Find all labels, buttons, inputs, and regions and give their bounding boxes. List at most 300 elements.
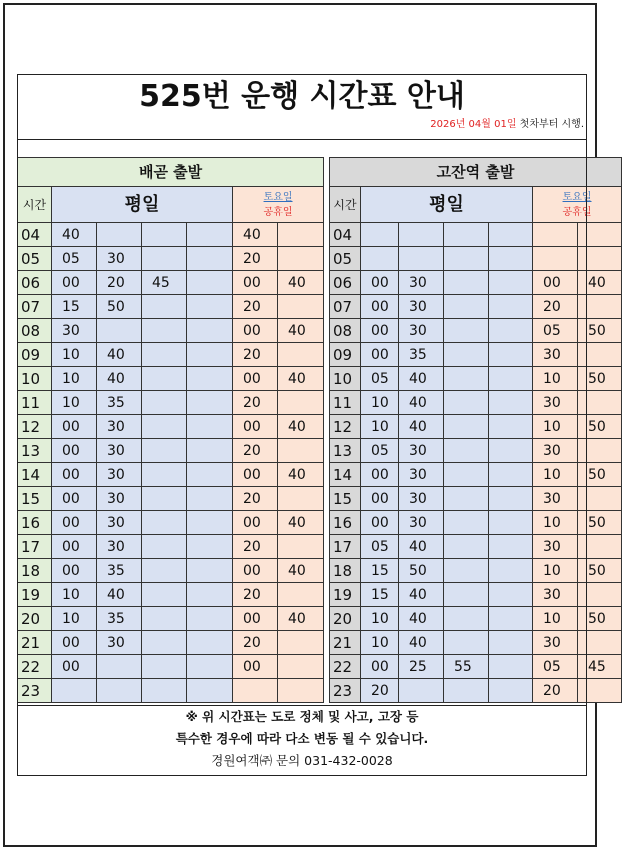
weekday-minute-cell: [142, 343, 187, 367]
weekend-minute-cell: 30: [533, 535, 578, 559]
gojan-departure-table: [329, 157, 622, 703]
weekday-minute-cell: [142, 319, 187, 343]
weekday-minute-cell: 15: [52, 295, 97, 319]
hour-cell: 10: [18, 367, 52, 391]
timetable-row: [330, 439, 622, 463]
weekend-minute-cell: 00: [233, 511, 278, 535]
weekday-minute-cell: [489, 583, 533, 607]
weekday-minute-cell: 40: [399, 415, 444, 439]
weekday-minute-cell: [97, 223, 142, 247]
weekday-minute-cell: [142, 295, 187, 319]
timetable-row: [18, 655, 324, 679]
weekday-minute-cell: [142, 367, 187, 391]
weekend-minute-cell: [578, 487, 622, 511]
weekend-minute-cell: 40: [278, 607, 324, 631]
hour-cell: 18: [18, 559, 52, 583]
weekday-minute-cell: 50: [97, 295, 142, 319]
timetable-row: [330, 511, 622, 535]
timetable-row: [330, 463, 622, 487]
weekday-minute-cell: 00: [52, 487, 97, 511]
weekend-minute-cell: [278, 223, 324, 247]
weekend-minute-cell: 30: [533, 583, 578, 607]
weekday-minute-cell: 30: [97, 487, 142, 511]
timetable-row: [18, 271, 324, 295]
hour-cell: 13: [18, 439, 52, 463]
weekday-minute-cell: 00: [361, 511, 399, 535]
weekday-minute-cell: [444, 247, 489, 271]
weekday-minute-cell: 15: [361, 559, 399, 583]
timetable-row: [18, 247, 324, 271]
hour-cell: 09: [330, 343, 361, 367]
effective-date: 2026년 04월 01일: [430, 119, 517, 130]
timetable-row: [330, 679, 622, 703]
weekday-minute-cell: [444, 607, 489, 631]
timetable-row: [18, 439, 324, 463]
weekday-minute-cell: [444, 631, 489, 655]
weekend-minute-cell: 00: [233, 559, 278, 583]
weekday-minute-cell: 30: [97, 631, 142, 655]
weekday-minute-cell: [444, 439, 489, 463]
weekend-minute-cell: [578, 223, 622, 247]
timetable-row: [330, 247, 622, 271]
weekend-minute-cell: 00: [233, 367, 278, 391]
weekday-minute-cell: 30: [97, 415, 142, 439]
weekend-minute-cell: 10: [533, 559, 578, 583]
weekday-minute-cell: [97, 679, 142, 703]
timetable-row: [330, 607, 622, 631]
hour-cell: 16: [18, 511, 52, 535]
weekday-minute-cell: 20: [361, 679, 399, 703]
weekday-minute-cell: 45: [142, 271, 187, 295]
weekday-minute-cell: [489, 271, 533, 295]
timetable-row: [18, 343, 324, 367]
weekday-minute-cell: 30: [399, 487, 444, 511]
hour-cell: 12: [330, 415, 361, 439]
hour-cell: 07: [330, 295, 361, 319]
hour-cell: 13: [330, 439, 361, 463]
timetable-row: [18, 415, 324, 439]
timetable-row: [330, 535, 622, 559]
weekday-minute-cell: [489, 415, 533, 439]
weekday-minute-cell: 10: [52, 607, 97, 631]
gojan-departure-body: [330, 158, 622, 703]
weekday-minute-cell: [489, 535, 533, 559]
weekday-minute-cell: [399, 679, 444, 703]
hour-cell: 15: [18, 487, 52, 511]
weekday-minute-cell: [187, 607, 233, 631]
weekday-minute-cell: [489, 223, 533, 247]
hour-cell: 05: [330, 247, 361, 271]
weekday-minute-cell: [489, 679, 533, 703]
weekend-minute-cell: [578, 391, 622, 415]
baegot-departure-table: [17, 157, 324, 703]
weekend-minute-cell: 40: [278, 271, 324, 295]
hour-cell: 21: [330, 631, 361, 655]
weekday-minute-cell: 50: [399, 559, 444, 583]
weekend-minute-cell: 40: [233, 223, 278, 247]
hour-cell: 11: [330, 391, 361, 415]
timetable-row: [18, 583, 324, 607]
weekend-minute-cell: 05: [533, 319, 578, 343]
weekend-minute-cell: 30: [533, 487, 578, 511]
weekend-minute-cell: 00: [233, 607, 278, 631]
weekday-minute-cell: [489, 655, 533, 679]
hour-cell: 04: [18, 223, 52, 247]
weekday-minute-cell: 40: [399, 583, 444, 607]
weekday-minute-cell: 00: [52, 439, 97, 463]
weekday-column-header: 평일: [361, 187, 533, 223]
weekday-minute-cell: [142, 511, 187, 535]
weekend-minute-cell: [578, 439, 622, 463]
weekday-minute-cell: 40: [399, 535, 444, 559]
weekend-minute-cell: 40: [278, 367, 324, 391]
weekday-minute-cell: 00: [361, 271, 399, 295]
weekend-minute-cell: 20: [233, 631, 278, 655]
weekend-minute-cell: [278, 295, 324, 319]
weekday-minute-cell: 35: [97, 607, 142, 631]
weekday-minute-cell: [187, 367, 233, 391]
timetable-row: [18, 223, 324, 247]
weekday-minute-cell: [52, 679, 97, 703]
weekday-minute-cell: 10: [361, 391, 399, 415]
hour-cell: 21: [18, 631, 52, 655]
hour-cell: 12: [18, 415, 52, 439]
weekday-minute-cell: [187, 295, 233, 319]
weekend-minute-cell: 50: [578, 319, 622, 343]
notice-line-2: 특수한 경우에 따라 다소 변동 될 수 있습니다.: [175, 731, 429, 746]
weekend-minute-cell: [278, 343, 324, 367]
weekend-minute-cell: 20: [533, 679, 578, 703]
hour-cell: 20: [330, 607, 361, 631]
weekend-minute-cell: [578, 247, 622, 271]
weekend-minute-cell: 20: [233, 535, 278, 559]
timetable-row: [330, 655, 622, 679]
timetable-row: [330, 583, 622, 607]
weekday-minute-cell: [444, 463, 489, 487]
weekend-minute-cell: 40: [278, 319, 324, 343]
weekday-minute-cell: 40: [52, 223, 97, 247]
weekday-minute-cell: [444, 679, 489, 703]
weekday-minute-cell: [489, 487, 533, 511]
weekday-minute-cell: 05: [361, 367, 399, 391]
hour-cell: 11: [18, 391, 52, 415]
weekend-minute-cell: 40: [578, 271, 622, 295]
weekend-minute-cell: 00: [233, 463, 278, 487]
weekend-minute-cell: 40: [278, 559, 324, 583]
weekday-minute-cell: 25: [399, 655, 444, 679]
weekend-minute-cell: 20: [533, 295, 578, 319]
timetable-row: [18, 535, 324, 559]
weekend-minute-cell: 00: [233, 319, 278, 343]
weekday-minute-cell: [142, 223, 187, 247]
weekday-column-header: 평일: [52, 187, 233, 223]
timetable-row: [330, 391, 622, 415]
weekday-minute-cell: [489, 343, 533, 367]
weekday-minute-cell: [444, 319, 489, 343]
weekday-minute-cell: [142, 559, 187, 583]
timetable-row: [330, 223, 622, 247]
weekday-minute-cell: [187, 535, 233, 559]
weekday-minute-cell: [489, 559, 533, 583]
weekday-minute-cell: [444, 511, 489, 535]
weekend-minute-cell: [578, 631, 622, 655]
hour-cell: 07: [18, 295, 52, 319]
weekday-minute-cell: 40: [399, 367, 444, 391]
weekend-minute-cell: 50: [578, 511, 622, 535]
weekday-minute-cell: 40: [399, 631, 444, 655]
weekday-minute-cell: [444, 343, 489, 367]
timetable-row: [18, 295, 324, 319]
weekday-minute-cell: 30: [97, 247, 142, 271]
effective-date-suffix: 첫차부터 시행.: [516, 119, 584, 130]
weekday-minute-cell: [142, 463, 187, 487]
weekday-minute-cell: 00: [361, 463, 399, 487]
weekday-minute-cell: [142, 439, 187, 463]
hour-cell: 22: [330, 655, 361, 679]
weekend-minute-cell: 20: [233, 583, 278, 607]
weekend-minute-cell: 50: [578, 463, 622, 487]
weekday-minute-cell: [489, 319, 533, 343]
baegot-departure-body: [18, 158, 324, 703]
weekday-minute-cell: 00: [361, 343, 399, 367]
hour-cell: 06: [330, 271, 361, 295]
weekend-minute-cell: 10: [533, 607, 578, 631]
hour-cell: 10: [330, 367, 361, 391]
weekday-minute-cell: 10: [52, 343, 97, 367]
timetable-row: [18, 391, 324, 415]
hour-cell: 22: [18, 655, 52, 679]
weekday-minute-cell: [142, 607, 187, 631]
weekday-minute-cell: [142, 247, 187, 271]
timetable-row: [330, 559, 622, 583]
weekday-minute-cell: 40: [97, 367, 142, 391]
saturday-label: 토요일: [562, 191, 592, 203]
weekday-minute-cell: 00: [52, 511, 97, 535]
weekend-minute-cell: 40: [278, 511, 324, 535]
weekday-minute-cell: 00: [52, 535, 97, 559]
hour-cell: 19: [18, 583, 52, 607]
weekday-minute-cell: 30: [97, 511, 142, 535]
weekday-minute-cell: [444, 487, 489, 511]
hour-cell: 23: [18, 679, 52, 703]
weekend-minute-cell: 30: [533, 343, 578, 367]
weekend-minute-cell: 20: [233, 391, 278, 415]
weekend-minute-cell: [578, 343, 622, 367]
weekday-minute-cell: [489, 247, 533, 271]
weekend-minute-cell: 10: [533, 511, 578, 535]
weekday-minute-cell: 00: [361, 655, 399, 679]
weekday-minute-cell: 35: [97, 391, 142, 415]
weekday-minute-cell: 30: [399, 271, 444, 295]
weekday-minute-cell: 10: [52, 367, 97, 391]
weekday-minute-cell: [187, 679, 233, 703]
weekend-minute-cell: [278, 655, 324, 679]
weekend-minute-cell: [533, 247, 578, 271]
weekday-minute-cell: 00: [361, 295, 399, 319]
weekend-minute-cell: [278, 535, 324, 559]
weekday-minute-cell: [187, 583, 233, 607]
timetable-row: [18, 487, 324, 511]
weekday-minute-cell: [187, 391, 233, 415]
hour-cell: 14: [18, 463, 52, 487]
weekend-minute-cell: 00: [533, 271, 578, 295]
weekday-minute-cell: [187, 487, 233, 511]
weekend-minute-cell: 50: [578, 367, 622, 391]
weekend-minute-cell: [278, 391, 324, 415]
weekday-minute-cell: [187, 511, 233, 535]
weekday-minute-cell: [489, 439, 533, 463]
weekend-minute-cell: [278, 631, 324, 655]
weekday-minute-cell: 30: [399, 463, 444, 487]
notice-box: [17, 706, 587, 772]
weekend-minute-cell: 20: [233, 247, 278, 271]
title-divider: [17, 139, 587, 140]
hour-cell: 17: [330, 535, 361, 559]
weekend-minute-cell: [278, 679, 324, 703]
timetable-row: [18, 319, 324, 343]
timetable-row: [330, 295, 622, 319]
timetable-row: [330, 367, 622, 391]
weekend-minute-cell: 20: [233, 439, 278, 463]
timetable-row: [18, 367, 324, 391]
weekday-minute-cell: [489, 367, 533, 391]
weekend-column-header: [533, 187, 622, 223]
timetable-row: [18, 679, 324, 703]
weekend-column-header: [233, 187, 324, 223]
weekday-minute-cell: [444, 415, 489, 439]
weekday-minute-cell: 30: [399, 511, 444, 535]
weekday-minute-cell: 30: [399, 295, 444, 319]
timetable-row: [18, 631, 324, 655]
weekday-minute-cell: [187, 463, 233, 487]
weekend-minute-cell: 00: [233, 655, 278, 679]
weekday-minute-cell: 10: [361, 607, 399, 631]
weekday-minute-cell: [142, 391, 187, 415]
weekday-minute-cell: 30: [97, 463, 142, 487]
weekday-minute-cell: [142, 415, 187, 439]
hour-cell: 15: [330, 487, 361, 511]
weekend-minute-cell: 10: [533, 367, 578, 391]
weekday-minute-cell: [399, 247, 444, 271]
effective-date-note: [17, 118, 584, 132]
weekend-minute-cell: [278, 247, 324, 271]
weekday-minute-cell: [489, 511, 533, 535]
weekday-minute-cell: [444, 223, 489, 247]
weekend-minute-cell: 00: [233, 415, 278, 439]
saturday-label: 토요일: [263, 191, 293, 203]
weekday-minute-cell: [444, 271, 489, 295]
hour-cell: 09: [18, 343, 52, 367]
hour-cell: 19: [330, 583, 361, 607]
weekday-minute-cell: [97, 319, 142, 343]
weekend-minute-cell: 30: [533, 439, 578, 463]
weekday-minute-cell: 30: [97, 535, 142, 559]
weekend-minute-cell: 05: [533, 655, 578, 679]
weekday-minute-cell: 30: [52, 319, 97, 343]
hour-cell: 18: [330, 559, 361, 583]
weekday-minute-cell: [444, 391, 489, 415]
weekday-minute-cell: 00: [52, 559, 97, 583]
weekend-minute-cell: 50: [578, 559, 622, 583]
weekend-minute-cell: 40: [278, 415, 324, 439]
hour-cell: 17: [18, 535, 52, 559]
weekday-minute-cell: 00: [52, 463, 97, 487]
weekday-minute-cell: 05: [52, 247, 97, 271]
weekday-minute-cell: [489, 607, 533, 631]
weekday-minute-cell: [142, 583, 187, 607]
hour-cell: 23: [330, 679, 361, 703]
weekend-minute-cell: 00: [233, 271, 278, 295]
weekend-minute-cell: 50: [578, 607, 622, 631]
weekend-minute-cell: [278, 487, 324, 511]
weekday-minute-cell: [187, 271, 233, 295]
weekend-minute-cell: 10: [533, 415, 578, 439]
weekday-minute-cell: [444, 583, 489, 607]
hour-column-header: 시간: [330, 187, 361, 223]
weekday-minute-cell: [444, 535, 489, 559]
weekend-minute-cell: [233, 679, 278, 703]
weekend-minute-cell: [533, 223, 578, 247]
weekend-minute-cell: 45: [578, 655, 622, 679]
weekday-minute-cell: 00: [52, 271, 97, 295]
weekday-minute-cell: [142, 631, 187, 655]
weekend-minute-cell: 50: [578, 415, 622, 439]
weekend-minute-cell: 30: [533, 631, 578, 655]
weekday-minute-cell: [187, 631, 233, 655]
timetable-row: [330, 631, 622, 655]
section-header-gojan: 고잔역 출발: [330, 158, 622, 187]
timetable-row: [330, 487, 622, 511]
weekday-minute-cell: 35: [399, 343, 444, 367]
hour-cell: 14: [330, 463, 361, 487]
hour-cell: 20: [18, 607, 52, 631]
holiday-label: 공휴일: [263, 206, 293, 218]
weekend-minute-cell: [278, 439, 324, 463]
weekday-minute-cell: [489, 463, 533, 487]
weekday-minute-cell: 05: [361, 439, 399, 463]
weekend-minute-cell: [578, 679, 622, 703]
hour-column-header: 시간: [18, 187, 52, 223]
contact-line: 경원여객㈜ 문의 031-432-0028: [211, 753, 393, 768]
weekday-minute-cell: 30: [97, 439, 142, 463]
weekday-minute-cell: 40: [97, 343, 142, 367]
weekday-minute-cell: 40: [399, 391, 444, 415]
weekday-minute-cell: 10: [361, 631, 399, 655]
page-title: 525번 운행 시간표 안내: [139, 79, 465, 114]
weekday-minute-cell: 10: [52, 583, 97, 607]
weekday-minute-cell: 00: [52, 631, 97, 655]
weekday-minute-cell: [489, 295, 533, 319]
weekend-minute-cell: [578, 535, 622, 559]
weekday-minute-cell: [187, 343, 233, 367]
hour-cell: 06: [18, 271, 52, 295]
hour-cell: 08: [330, 319, 361, 343]
timetable-row: [18, 559, 324, 583]
weekday-minute-cell: 10: [52, 391, 97, 415]
timetable-row: [18, 463, 324, 487]
weekday-minute-cell: [489, 391, 533, 415]
weekday-minute-cell: 00: [52, 655, 97, 679]
timetable-row: [18, 607, 324, 631]
weekday-minute-cell: 35: [97, 559, 142, 583]
weekday-minute-cell: [142, 487, 187, 511]
weekday-minute-cell: [97, 655, 142, 679]
holiday-label: 공휴일: [562, 206, 592, 218]
weekday-minute-cell: 40: [399, 607, 444, 631]
weekday-minute-cell: [444, 367, 489, 391]
weekday-minute-cell: [361, 247, 399, 271]
weekday-minute-cell: [489, 631, 533, 655]
